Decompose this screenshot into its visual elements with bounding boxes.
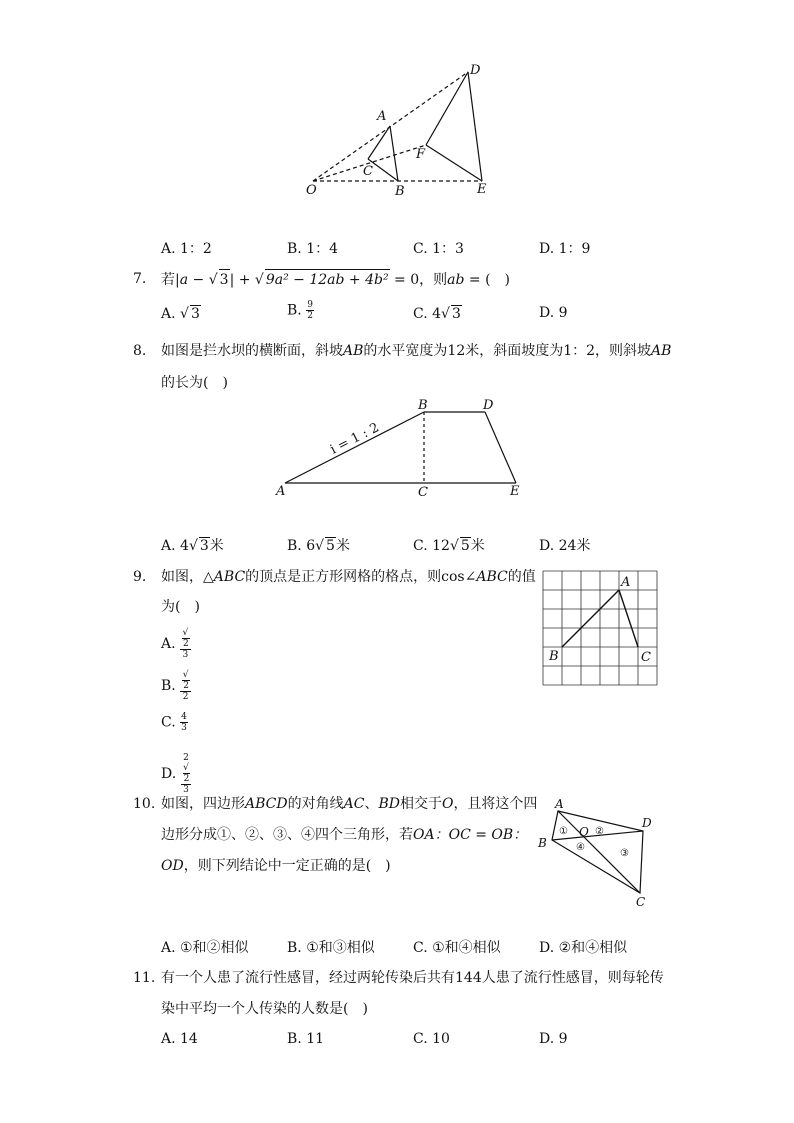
q9-label-A: A <box>621 575 631 590</box>
q8-option-c[interactable]: C. 12√ 5米 <box>413 538 485 554</box>
q8-stem-line2: 的长为( ) <box>161 375 228 391</box>
q11-stem-line2: 染中平均一个人传染的人数是( ) <box>161 1001 368 1017</box>
q10-label-O: O <box>579 825 589 839</box>
q8-number: 8. <box>133 343 147 359</box>
q10-number: 10. <box>133 796 156 812</box>
q6-label-C: C <box>363 164 373 179</box>
q9-stem-line1: 如图，△ABC的顶点是正方形网格的格点，则cos∠ABC的值 <box>161 569 536 585</box>
q9-number: 9. <box>133 569 147 585</box>
q11-option-c[interactable]: C. 10 <box>413 1031 450 1047</box>
q9-grid-figure <box>538 566 662 690</box>
q9-option-c[interactable]: C. $\frac{4}{3}$ <box>161 712 187 733</box>
q10-label-B: B <box>538 836 547 850</box>
q7-option-a[interactable]: A. √ 3 <box>161 306 200 322</box>
q10-option-c[interactable]: C. ①和④相似 <box>413 940 501 956</box>
q6-label-F: F <box>416 147 426 162</box>
q10-stem-line1: 如图，四边形ABCD的对角线AC、BD相交于O，且将这个四 <box>161 796 538 812</box>
q11-option-d[interactable]: D. 9 <box>539 1031 568 1047</box>
q8-label-B: B <box>418 398 428 413</box>
q10-label-A: A <box>555 797 564 811</box>
q8-label-D: D <box>483 398 494 413</box>
q11-stem-line1: 有一个人患了流行性感冒，经过两轮传染后共有144人患了流行性感冒，则每轮传 <box>161 970 664 986</box>
q9-label-B: B <box>549 649 559 664</box>
q11-option-a[interactable]: A. 14 <box>161 1031 198 1047</box>
q10-region-1: ① <box>559 826 568 837</box>
q7-option-c[interactable]: C. 4√ 3 <box>413 306 461 322</box>
q9-label-C: C <box>641 650 651 665</box>
q6-label-E: E <box>477 182 487 197</box>
q8-label-C: C <box>418 485 428 500</box>
q6-label-O: O <box>306 183 317 198</box>
q10-label-D: D <box>642 816 652 830</box>
q6-option-c[interactable]: C. 1：3 <box>413 241 464 257</box>
q8-slope-label: i = 1 : 2 <box>328 420 382 458</box>
q8-stem-line1: 如图是拦水坝的横断面，斜坡AB的水平宽度为12米，斜面坡度为1：2，则斜坡AB <box>161 343 672 359</box>
q10-option-d[interactable]: D. ②和④相似 <box>539 940 628 956</box>
q10-option-b[interactable]: B. ①和③相似 <box>287 940 375 956</box>
q6-label-A: A <box>377 109 387 124</box>
q11-number: 11. <box>133 970 156 986</box>
q6-label-B: B <box>395 184 405 199</box>
q9-option-d[interactable]: D. 2 √ 2 3 <box>161 753 190 795</box>
q9-option-b[interactable]: B. √ 2 2 <box>161 670 189 702</box>
q6-option-b[interactable]: B. 1：4 <box>287 241 339 257</box>
q8-label-E: E <box>510 484 520 499</box>
q10-option-a[interactable]: A. ①和②相似 <box>161 940 249 956</box>
q8-label-A: A <box>276 484 286 499</box>
q10-figure <box>532 794 662 910</box>
q7-number: 7. <box>133 271 147 287</box>
q6-label-D: D <box>470 63 481 78</box>
q10-region-3: ③ <box>620 848 629 859</box>
q11-option-b[interactable]: B. 11 <box>287 1031 325 1047</box>
q8-option-d[interactable]: D. 24米 <box>539 538 591 554</box>
q7-stem: 若|a − √ 3| + √ 9a² − 12ab + 4b² = 0，则ab = ( ) <box>161 269 510 290</box>
q10-stem-line2: 边形分成①、②、③、④四个三角形，若OA：OC = OB： <box>161 827 528 843</box>
q9-option-a[interactable]: A. √ 2 3 <box>161 628 189 660</box>
q7-option-d[interactable]: D. 9 <box>539 305 568 321</box>
q10-region-2: ② <box>595 826 604 837</box>
q6-figure <box>300 58 500 200</box>
q6-option-d[interactable]: D. 1：9 <box>539 241 591 257</box>
q8-option-b[interactable]: B. 6√ 5米 <box>287 538 350 554</box>
q10-stem-line3: OD，则下列结论中一定正确的是( ) <box>161 858 391 874</box>
q9-stem-line2: 为( ) <box>161 599 200 615</box>
q8-option-a[interactable]: A. 4√ 3米 <box>161 538 224 554</box>
q8-figure <box>270 395 530 501</box>
q7-option-b[interactable]: B. $\frac{9}{2}$ <box>287 300 313 321</box>
q10-region-4: ④ <box>576 842 585 853</box>
q10-label-C: C <box>636 895 646 909</box>
q6-option-a[interactable]: A. 1：2 <box>161 241 212 257</box>
